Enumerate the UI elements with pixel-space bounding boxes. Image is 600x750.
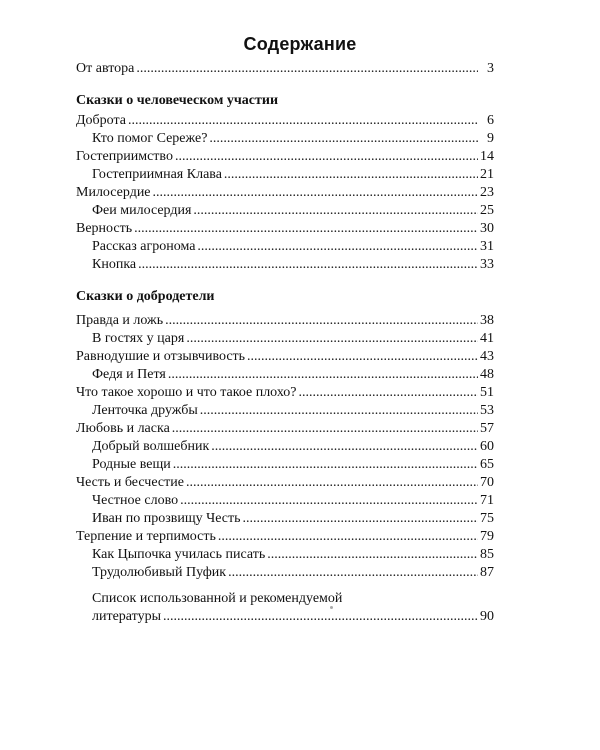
toc-entry-page: 38 bbox=[480, 313, 494, 328]
leader-dots bbox=[186, 474, 478, 492]
toc-entry-label: Рассказ агронома bbox=[92, 239, 196, 254]
toc-entry-label: Как Цыпочка училась писать bbox=[92, 547, 266, 562]
toc-entry-label: Любовь и ласка bbox=[76, 421, 170, 436]
toc-entry bbox=[76, 564, 494, 582]
toc-entry-label: Гостеприимная Клава bbox=[92, 167, 222, 182]
toc-entry-label: Иван по прозвищу Честь bbox=[92, 511, 241, 526]
toc-entry-label: Ленточка дружбы bbox=[92, 403, 198, 418]
toc-entry-page: 87 bbox=[480, 565, 494, 580]
toc-entry-label: Родные вещи bbox=[92, 457, 171, 472]
toc-entry-label: Терпение и терпимость bbox=[76, 529, 216, 544]
toc-entry-intro bbox=[76, 60, 494, 78]
toc-entry-page: 31 bbox=[480, 239, 494, 254]
toc-entry-label: Гостеприимство bbox=[76, 149, 173, 164]
page-title: Содержание bbox=[243, 34, 357, 54]
leader-dots bbox=[224, 166, 478, 184]
leader-dots bbox=[186, 330, 478, 348]
toc-entry-page: 43 bbox=[480, 349, 494, 364]
toc-entry-page: 70 bbox=[480, 475, 494, 490]
toc-entry-page: 57 bbox=[480, 421, 494, 436]
toc-entry bbox=[76, 420, 494, 438]
toc-entry-label: Феи милосердия bbox=[92, 203, 192, 218]
toc-entry bbox=[76, 528, 494, 546]
toc-entry bbox=[76, 546, 494, 564]
toc-entry-label: Добрый волшебник bbox=[92, 439, 210, 454]
toc-entry bbox=[76, 202, 494, 220]
toc-entry-label: Кнопка bbox=[92, 257, 137, 272]
toc-entry-page: 90 bbox=[480, 609, 494, 624]
toc-entry-label: Федя и Петя bbox=[92, 367, 166, 382]
toc-entry-page: 79 bbox=[480, 529, 494, 544]
leader-dots bbox=[153, 184, 478, 202]
section-1-list bbox=[76, 112, 494, 274]
toc-entry-label: Равнодушие и отзывчивость bbox=[76, 349, 246, 364]
toc-entry-page: 23 bbox=[480, 185, 494, 200]
leader-dots bbox=[165, 312, 478, 330]
leader-dots bbox=[228, 564, 478, 582]
toc-entry-label: Трудолюбивый Пуфик bbox=[92, 565, 227, 580]
toc-entry-page: 14 bbox=[480, 149, 494, 164]
toc-entry-label: Милосердие bbox=[76, 185, 151, 200]
toc-entry-page: 33 bbox=[480, 257, 494, 272]
toc-entry bbox=[76, 510, 494, 528]
toc-entry bbox=[76, 366, 494, 384]
toc-entry-page: 48 bbox=[480, 367, 494, 382]
leader-dots bbox=[299, 384, 478, 402]
toc-entry bbox=[76, 402, 494, 420]
toc-entry bbox=[76, 384, 494, 402]
toc-entry-page: 51 bbox=[480, 385, 494, 400]
toc-entry bbox=[76, 184, 494, 202]
leader-dots bbox=[218, 528, 478, 546]
toc-entry-bibliography bbox=[76, 608, 494, 626]
toc-entry-label: Правда и ложь bbox=[76, 313, 164, 328]
leader-dots bbox=[172, 420, 478, 438]
leader-dots bbox=[211, 438, 478, 456]
toc-entry-page: 25 bbox=[480, 203, 494, 218]
toc-entry-page: 30 bbox=[480, 221, 494, 236]
leader-dots bbox=[128, 112, 478, 130]
leader-dots bbox=[200, 402, 478, 420]
leader-dots bbox=[173, 456, 478, 474]
toc-entry-page: 3 bbox=[487, 61, 494, 76]
leader-dots bbox=[180, 492, 478, 510]
toc-entry bbox=[76, 348, 494, 366]
toc-entry-page: 85 bbox=[480, 547, 494, 562]
toc-entry-page: 75 bbox=[480, 511, 494, 526]
toc-entry-label: Верность bbox=[76, 221, 133, 236]
table-of-contents bbox=[76, 60, 494, 626]
toc-entry bbox=[76, 238, 494, 256]
leader-dots bbox=[136, 60, 478, 78]
toc-entry bbox=[76, 492, 494, 510]
toc-entry bbox=[76, 130, 494, 148]
bibliography-line-1: Список использованной и рекомендуемой bbox=[92, 591, 343, 606]
toc-entry-label: Что такое хорошо и что такое плохо? bbox=[76, 385, 297, 400]
section-heading-2: Сказки о добродетели bbox=[76, 289, 215, 304]
section-heading-1: Сказки о человеческом участии bbox=[76, 93, 279, 108]
toc-entry-page: 65 bbox=[480, 457, 494, 472]
leader-dots bbox=[163, 608, 478, 626]
toc-entry bbox=[76, 256, 494, 274]
toc-entry-page: 41 bbox=[480, 331, 494, 346]
toc-entry-label: В гостях у царя bbox=[92, 331, 185, 346]
leader-dots bbox=[209, 130, 478, 148]
page-speck bbox=[330, 606, 333, 609]
leader-dots bbox=[138, 256, 478, 274]
toc-entry-page: 6 bbox=[487, 113, 494, 128]
toc-entry-page: 21 bbox=[480, 167, 494, 182]
section-2-list bbox=[76, 312, 494, 582]
toc-entry-label: литературы bbox=[92, 609, 162, 624]
toc-entry-label: Доброта bbox=[76, 113, 126, 128]
toc-entry bbox=[76, 312, 494, 330]
leader-dots bbox=[197, 238, 478, 256]
toc-entry bbox=[76, 330, 494, 348]
toc-entry bbox=[76, 166, 494, 184]
leader-dots bbox=[243, 510, 478, 528]
leader-dots bbox=[247, 348, 478, 366]
toc-entry bbox=[76, 112, 494, 130]
toc-entry-page: 9 bbox=[487, 131, 494, 146]
toc-entry bbox=[76, 220, 494, 238]
toc-entry-page: 60 bbox=[480, 439, 494, 454]
toc-entry-page: 53 bbox=[480, 403, 494, 418]
toc-entry bbox=[76, 474, 494, 492]
toc-entry-label: Честь и бесчестие bbox=[76, 475, 184, 490]
toc-entry-page: 71 bbox=[480, 493, 494, 508]
toc-entry-label: От автора bbox=[76, 61, 135, 76]
leader-dots bbox=[168, 366, 478, 384]
leader-dots bbox=[134, 220, 478, 238]
toc-entry bbox=[76, 438, 494, 456]
toc-entry-label: Честное слово bbox=[92, 493, 179, 508]
toc-entry-label: Кто помог Сереже? bbox=[92, 131, 208, 146]
toc-entry bbox=[76, 456, 494, 474]
leader-dots bbox=[175, 148, 478, 166]
leader-dots bbox=[267, 546, 478, 564]
toc-entry bbox=[76, 148, 494, 166]
leader-dots bbox=[193, 202, 478, 220]
